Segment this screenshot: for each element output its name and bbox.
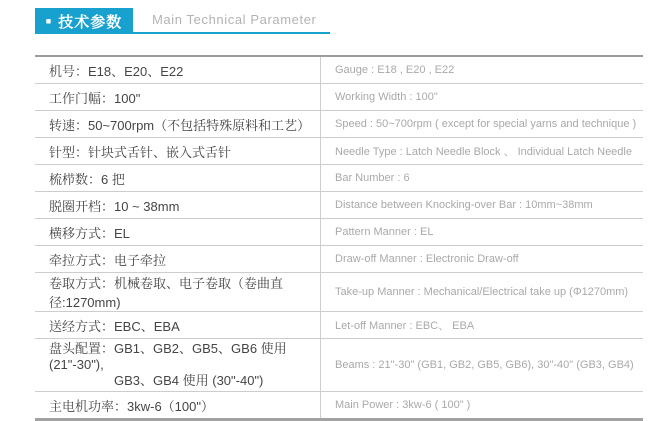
param-cn: 脱圈开档：10 ~ 38mm [49,198,180,214]
param-en: Main Power : 3kw-6 ( 100" ) [320,392,643,418]
section-title-badge [35,8,133,34]
table-row-needle-type [35,138,643,165]
header-underline [133,32,330,34]
param-cn: 梳栉数：6 把 [49,171,125,187]
param-en: Working Width : 100" [320,84,643,110]
param-cn: 主电机功率：3kw-6（100"） [49,398,214,414]
parameter-table [35,55,643,421]
param-cn-line2: GB3、GB4 使用 (30"-40") [114,373,264,388]
table-row-bar-number [35,165,643,192]
param-en: Bar Number : 6 [320,165,643,191]
param-cn: 机号：E18、E20、E22 [49,63,184,79]
param-en: Beams : 21"-30" (GB1, GB2, GB5, GB6), 30"-40" (GB3, GB4) [320,339,643,391]
square-bullet-icon: ■ [45,15,52,26]
table-row-let-off [35,312,643,339]
table-row-speed [35,111,643,138]
param-cn-line1: 盘头配置：GB1、GB2、GB5、GB6 使用 (21"-30"), [49,341,287,372]
param-en: Let-off Manner : EBC、 EBA [320,312,643,338]
param-cn: 针型：针块式舌针、嵌入式舌针 [49,144,232,160]
section-title-en: Main Technical Parameter [152,12,317,27]
param-cn: 卷取方式：机械卷取、电子卷取（卷曲直径:1270mm) [49,276,284,310]
table-row-pattern-manner [35,219,643,246]
param-en: Gauge : E18 , E20 , E22 [320,57,643,83]
param-cn [35,339,320,391]
param-cn: 牵拉方式：电子牵拉 [49,252,167,268]
table-row-beams [35,339,643,392]
param-cn: 横移方式：EL [49,225,130,241]
section-title-cn: 技术参数 [58,13,123,31]
param-cn: 工作门幅：100" [49,90,141,106]
param-en: Pattern Manner : EL [320,219,643,245]
table-row-main-power [35,392,643,418]
table-row-gauge [35,57,643,84]
param-en: Take-up Manner : Mechanical/Electrical take up (Φ1270mm) [320,273,643,311]
param-en: Needle Type : Latch Needle Block 、 Individual Latch Needle [320,138,643,164]
table-row-take-up [35,273,643,312]
table-row-working-width [35,84,643,111]
param-cn: 送经方式：EBC、EBA [49,318,180,334]
table-row-draw-off [35,246,643,273]
param-en: Draw-off Manner : Electronic Draw-off [320,246,643,272]
param-en: Distance between Knocking-over Bar : 10mm~38mm [320,192,643,218]
param-cn: 转速：50~700rpm（不包括特殊原料和工艺） [49,117,311,133]
param-en: Speed : 50~700rpm ( except for special yarns and technique ) [320,111,643,137]
table-row-knocking-over-bar [35,192,643,219]
